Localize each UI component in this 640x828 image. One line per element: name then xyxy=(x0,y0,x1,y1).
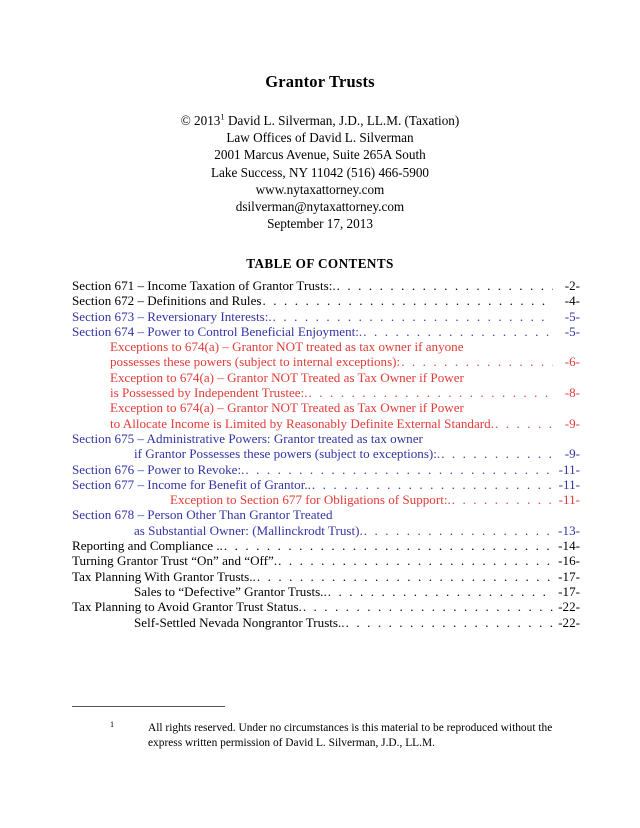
toc-entry[interactable] xyxy=(72,293,580,308)
toc-entry[interactable] xyxy=(72,538,580,553)
byline-firm: Law Offices of David L. Silverman xyxy=(226,130,414,146)
toc-entry-page-number: -4- xyxy=(564,293,580,309)
toc-entry[interactable] xyxy=(72,599,580,614)
byline-copyright-post: David L. Silverman, J.D., LL.M. (Taxation) xyxy=(224,113,460,128)
toc-leader-dots xyxy=(328,584,553,599)
toc-entry[interactable] xyxy=(72,385,580,400)
toc-entry[interactable] xyxy=(72,309,580,324)
toc-entry[interactable] xyxy=(72,569,580,584)
toc-leader-dots xyxy=(337,278,553,293)
toc-entry-label: Reporting and Compliance .. xyxy=(72,538,223,554)
toc-entry[interactable] xyxy=(72,477,580,492)
toc-leader-dots xyxy=(273,309,553,324)
footnote-text: All rights reserved. Under no circumstances is this material to be reproduced without the express written permission of David L. Silverman, J.D., LL.M. xyxy=(148,722,553,749)
toc-entry[interactable] xyxy=(72,584,580,599)
toc-leader-dots xyxy=(441,446,553,461)
toc-entry-label: is Possessed by Independent Trustee:. xyxy=(110,385,308,401)
toc-entry-label: Section 672 – Definitions and Rules xyxy=(72,293,262,309)
toc-leader-dots xyxy=(224,538,553,553)
toc-leader-dots xyxy=(257,569,553,584)
byline-date: September 17, 2013 xyxy=(267,216,373,232)
footnote-area xyxy=(72,706,580,750)
byline-copyright-pre: © 2013 xyxy=(180,113,221,128)
toc-entry[interactable] xyxy=(72,553,580,568)
toc-entry-page-number: -17- xyxy=(558,568,580,584)
toc-entry[interactable] xyxy=(72,370,580,385)
toc-entry-page-number: -9- xyxy=(564,415,580,431)
toc-entry-page-number: -11- xyxy=(558,461,580,477)
toc-leader-dots xyxy=(346,615,553,630)
toc-entry[interactable] xyxy=(72,462,580,477)
table-of-contents-heading: TABLE OF CONTENTS xyxy=(246,256,394,272)
toc-entry-page-number: -11- xyxy=(558,476,580,492)
toc-leader-dots xyxy=(309,385,554,400)
page-title: Grantor Trusts xyxy=(265,72,375,91)
toc-entry-page-number: -14- xyxy=(558,538,580,554)
toc-entry-label: Tax Planning With Grantor Trusts.. xyxy=(72,568,256,584)
toc-entry-label: Section 677 – Income for Benefit of Grantor.. xyxy=(72,476,311,492)
byline-city-phone: Lake Success, NY 11042 (516) 466-5900 xyxy=(210,164,430,180)
toc-entry-page-number: -16- xyxy=(558,553,580,569)
toc-leader-dots xyxy=(312,477,553,492)
toc-entry-label: as Substantial Owner: (Mallinckrodt Trust). xyxy=(134,522,363,538)
toc-entry-label: Exception to 674(a) – Grantor NOT Treated as Tax Owner if Power xyxy=(110,400,464,416)
toc-entry-label: Tax Planning to Avoid Grantor Trust Status. xyxy=(72,599,302,615)
toc-entry-page-number: -5- xyxy=(564,308,580,324)
toc-entry-page-number: -22- xyxy=(558,599,580,615)
toc-leader-dots xyxy=(364,523,553,538)
footnote-reference-marker: 1 xyxy=(220,111,225,122)
toc-leader-dots xyxy=(278,553,553,568)
byline-address: 2001 Marcus Avenue, Suite 265A South xyxy=(214,147,426,163)
toc-entry-page-number: -17- xyxy=(558,583,580,599)
toc-entry-label: Section 673 – Reversionary Interests:. xyxy=(72,308,272,324)
toc-entry-label: Section 675 – Administrative Powers: Grantor treated as tax owner xyxy=(72,430,423,446)
byline-block xyxy=(0,112,640,232)
toc-entry-page-number: -9- xyxy=(564,446,580,462)
toc-entry-page-number: -6- xyxy=(564,354,580,370)
toc-entry-label: Section 678 – Person Other Than Grantor Treated xyxy=(72,507,333,523)
toc-entry[interactable] xyxy=(72,400,580,415)
toc-entry[interactable] xyxy=(72,354,580,369)
toc-entry[interactable] xyxy=(72,416,580,431)
toc-entry-page-number: -11- xyxy=(558,492,580,508)
toc-entry-label: Turning Grantor Trust “On” and “Off”. xyxy=(72,553,278,569)
toc-entry-label: to Allocate Income is Limited by Reasonably Definite External Standard. xyxy=(110,415,494,431)
toc-entry-page-number: -13- xyxy=(558,522,580,538)
byline-website: www.nytaxattorney.com xyxy=(255,181,385,197)
footnote-marker: 1 xyxy=(110,720,115,729)
toc-entry[interactable] xyxy=(72,431,580,446)
toc-leader-dots xyxy=(452,492,553,507)
footnote-body xyxy=(72,721,580,750)
toc-entry-page-number: -22- xyxy=(558,614,580,630)
toc-entry-label: Self-Settled Nevada Nongrantor Trusts.. xyxy=(134,614,345,630)
toc-leader-dots xyxy=(303,599,553,614)
toc-entry-label: Exception to Section 677 for Obligations of Support:. xyxy=(170,492,451,508)
toc-leader-dots xyxy=(363,324,553,339)
toc-entry-label: Section 674 – Power to Control Beneficial Enjoyment:. xyxy=(72,323,363,339)
toc-leader-dots xyxy=(401,354,553,369)
toc-leader-dots xyxy=(245,462,553,477)
byline-email: dsilverman@nytaxattorney.com xyxy=(235,199,405,215)
toc-entry[interactable] xyxy=(72,507,580,522)
toc-entry-label: Section 671 – Income Taxation of Grantor Trusts:. xyxy=(72,278,336,293)
toc-entry[interactable] xyxy=(72,492,580,507)
toc-entry-label: Exception to 674(a) – Grantor NOT Treated as Tax Owner if Power xyxy=(110,369,464,385)
toc-leader-dots xyxy=(262,293,553,308)
footnote-separator-rule xyxy=(72,706,225,707)
toc-entry[interactable] xyxy=(72,615,580,630)
byline-copyright xyxy=(0,112,640,129)
toc-entry-label: Section 676 – Power to Revoke:. xyxy=(72,461,245,477)
toc-entry[interactable] xyxy=(72,324,580,339)
toc-entry[interactable] xyxy=(72,339,580,354)
toc-entry-page-number: -5- xyxy=(564,323,580,339)
toc-entry[interactable] xyxy=(72,278,580,293)
toc-entry-page-number: -8- xyxy=(564,385,580,401)
toc-entry[interactable] xyxy=(72,446,580,461)
toc-entry-label: if Grantor Possesses these powers (subject to exceptions):. xyxy=(134,446,441,462)
toc-leader-dots xyxy=(495,416,553,431)
toc-entry[interactable] xyxy=(72,523,580,538)
table-of-contents xyxy=(72,278,580,630)
toc-entry-page-number: -2- xyxy=(564,278,580,293)
toc-entry-label: Exceptions to 674(a) – Grantor NOT treated as tax owner if anyone xyxy=(110,339,464,355)
toc-entry-label: Sales to “Defective” Grantor Trusts.. xyxy=(134,583,327,599)
toc-entry-label: possesses these powers (subject to internal exceptions): xyxy=(110,354,401,370)
